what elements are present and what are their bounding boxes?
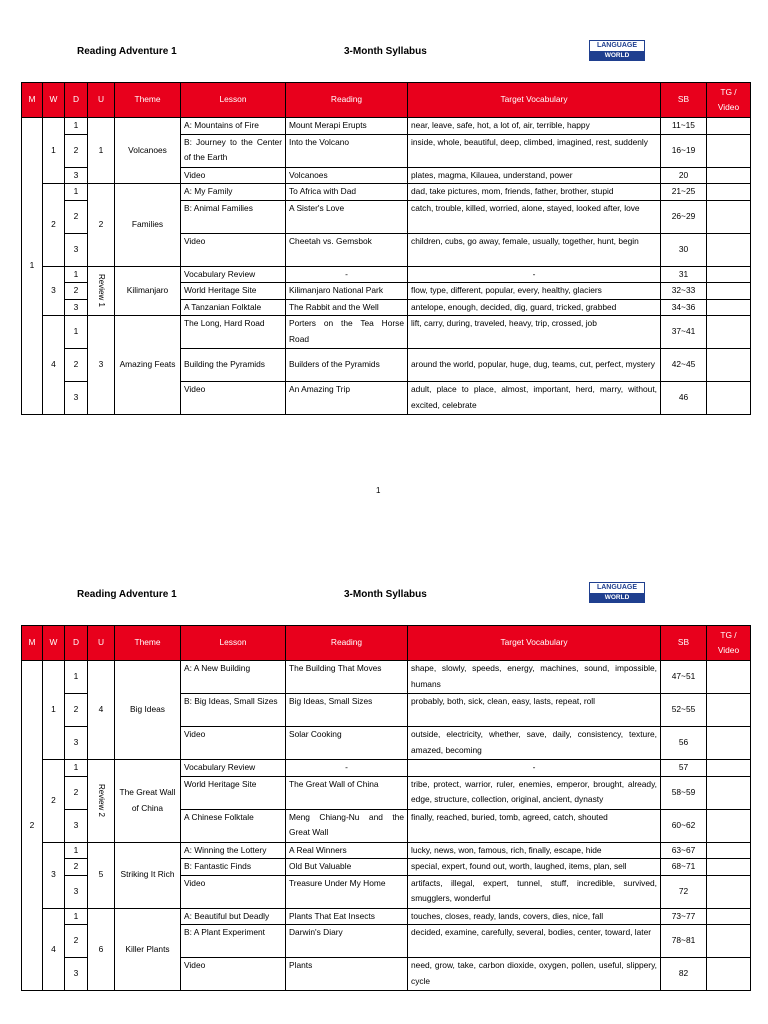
table-header-row xyxy=(22,83,751,118)
vocab-cell: finally, reached, buried, tomb, agreed, catch, shouted xyxy=(408,809,661,842)
tg-video-cell xyxy=(707,760,751,777)
reading-cell: Builders of the Pyramids xyxy=(286,349,408,382)
col-header-w: W xyxy=(43,83,65,118)
table-row xyxy=(22,908,751,925)
sb-cell: 26~29 xyxy=(661,200,707,233)
vocab-cell: dad, take pictures, mom, friends, father, brother, stupid xyxy=(408,184,661,201)
vocab-cell: decided, examine, carefully, several, bodies, center, toward, later xyxy=(408,925,661,958)
reading-cell: Volcanoes xyxy=(286,167,408,184)
day-cell: 2 xyxy=(65,200,88,233)
sb-cell: 30 xyxy=(661,233,707,266)
language-world-logo: LANGUAGE WORLD xyxy=(589,582,645,603)
reading-cell: Plants xyxy=(286,958,408,991)
syllabus-table-month-2 xyxy=(21,625,751,991)
table-row xyxy=(22,184,751,201)
vocab-cell: shape, slowly, speeds, energy, machines, sound, impossible, humans xyxy=(408,661,661,694)
lesson-cell: Vocabulary Review xyxy=(181,760,286,777)
col-header-sb: SB xyxy=(661,83,707,118)
lesson-cell: B: Big Ideas, Small Sizes xyxy=(181,694,286,727)
sb-cell: 57 xyxy=(661,760,707,777)
day-cell: 1 xyxy=(65,842,88,859)
col-header-lesson: Lesson xyxy=(181,83,286,118)
col-header-u: U xyxy=(88,626,115,661)
reading-cell: The Rabbit and the Well xyxy=(286,299,408,316)
unit-cell: 5 xyxy=(88,842,115,908)
day-cell: 1 xyxy=(65,266,88,283)
tg-video-cell xyxy=(707,776,751,809)
week-cell: 3 xyxy=(43,266,65,316)
month-cell: 2 xyxy=(22,661,43,991)
doc-title: Reading Adventure 1 xyxy=(77,46,177,57)
tg-video-cell xyxy=(707,842,751,859)
week-cell: 1 xyxy=(43,118,65,184)
tg-video-cell xyxy=(707,283,751,300)
day-cell: 1 xyxy=(65,908,88,925)
lesson-cell: A: Winning the Lottery xyxy=(181,842,286,859)
day-cell: 3 xyxy=(65,382,88,415)
tg-video-cell xyxy=(707,233,751,266)
lesson-cell: Video xyxy=(181,958,286,991)
week-cell: 4 xyxy=(43,316,65,415)
vocab-cell: probably, both, sick, clean, easy, lasts, repeat, roll xyxy=(408,694,661,727)
syllabus-title: 3-Month Syllabus xyxy=(344,589,427,600)
week-cell: 3 xyxy=(43,842,65,908)
sb-cell: 63~67 xyxy=(661,842,707,859)
day-cell: 3 xyxy=(65,809,88,842)
lesson-cell: A Tanzanian Folktale xyxy=(181,299,286,316)
day-cell: 3 xyxy=(65,299,88,316)
sb-cell: 31 xyxy=(661,266,707,283)
table-row xyxy=(22,266,751,283)
tg-video-cell xyxy=(707,809,751,842)
col-header-d: D xyxy=(65,83,88,118)
week-cell: 1 xyxy=(43,661,65,760)
vocab-cell: lucky, news, won, famous, rich, finally, escape, hide xyxy=(408,842,661,859)
day-cell: 2 xyxy=(65,283,88,300)
day-cell: 3 xyxy=(65,727,88,760)
week-cell: 2 xyxy=(43,184,65,267)
reading-cell: The Building That Moves xyxy=(286,661,408,694)
reading-cell: - xyxy=(286,760,408,777)
reading-cell: Kilimanjaro National Park xyxy=(286,283,408,300)
sb-cell: 73~77 xyxy=(661,908,707,925)
day-cell: 2 xyxy=(65,859,88,876)
table-row xyxy=(22,842,751,859)
page-number: 1 xyxy=(376,486,381,495)
lesson-cell: A: My Family xyxy=(181,184,286,201)
theme-cell: Volcanoes xyxy=(115,118,181,184)
lesson-cell: Video xyxy=(181,727,286,760)
sb-cell: 32~33 xyxy=(661,283,707,300)
reading-cell: Meng Chiang-Nu and the Great Wall xyxy=(286,809,408,842)
col-header-u: U xyxy=(88,83,115,118)
tg-video-cell xyxy=(707,694,751,727)
month-cell: 1 xyxy=(22,118,43,415)
syllabus-title: 3-Month Syllabus xyxy=(344,46,427,57)
vocab-cell: special, expert, found out, worth, laughed, items, plan, sell xyxy=(408,859,661,876)
reading-cell: Plants That Eat Insects xyxy=(286,908,408,925)
theme-cell: Amazing Feats xyxy=(115,316,181,415)
lesson-cell: A: A New Building xyxy=(181,661,286,694)
reading-cell: A Real Winners xyxy=(286,842,408,859)
table-row xyxy=(22,118,751,135)
sb-cell: 34~36 xyxy=(661,299,707,316)
reading-cell: Into the Volcano xyxy=(286,134,408,167)
lesson-cell: Video xyxy=(181,233,286,266)
vocab-cell: - xyxy=(408,266,661,283)
day-cell: 3 xyxy=(65,167,88,184)
sb-cell: 11~15 xyxy=(661,118,707,135)
theme-cell: Striking It Rich xyxy=(115,842,181,908)
day-cell: 3 xyxy=(65,875,88,908)
col-header-theme: Theme xyxy=(115,626,181,661)
day-cell: 3 xyxy=(65,958,88,991)
sb-cell: 47~51 xyxy=(661,661,707,694)
sb-cell: 20 xyxy=(661,167,707,184)
reading-cell: Solar Cooking xyxy=(286,727,408,760)
sb-cell: 78~81 xyxy=(661,925,707,958)
vocab-cell: around the world, popular, huge, dug, teams, cut, perfect, mystery xyxy=(408,349,661,382)
unit-cell: 1 xyxy=(88,118,115,184)
col-header-sb: SB xyxy=(661,626,707,661)
lesson-cell: Video xyxy=(181,875,286,908)
lesson-cell: Video xyxy=(181,382,286,415)
col-header-target-vocabulary: Target Vocabulary xyxy=(408,83,661,118)
vocab-cell: children, cubs, go away, female, usually, together, hunt, begin xyxy=(408,233,661,266)
reading-cell: A Sister's Love xyxy=(286,200,408,233)
unit-cell-review: Review 2 xyxy=(88,760,115,843)
col-header-d: D xyxy=(65,626,88,661)
unit-cell-review: Review 1 xyxy=(88,266,115,316)
lesson-cell: Building the Pyramids xyxy=(181,349,286,382)
unit-cell: 3 xyxy=(88,316,115,415)
col-header-tg-video: TG / Video xyxy=(707,83,751,118)
reading-cell: To Africa with Dad xyxy=(286,184,408,201)
lesson-cell: B: A Plant Experiment xyxy=(181,925,286,958)
reading-cell: An Amazing Trip xyxy=(286,382,408,415)
lesson-cell: B: Animal Families xyxy=(181,200,286,233)
vocab-cell: tribe, protect, warrior, ruler, enemies, emperor, brought, already, edge, structure, collection, original, ancient, dynasty xyxy=(408,776,661,809)
tg-video-cell xyxy=(707,925,751,958)
reading-cell: Porters on the Tea Horse Road xyxy=(286,316,408,349)
col-header-tg-video: TG / Video xyxy=(707,626,751,661)
day-cell: 1 xyxy=(65,184,88,201)
tg-video-cell xyxy=(707,184,751,201)
unit-cell: 4 xyxy=(88,661,115,760)
col-header-m: M xyxy=(22,626,43,661)
theme-cell: The Great Wall of China xyxy=(115,760,181,843)
sb-cell: 56 xyxy=(661,727,707,760)
table-row xyxy=(22,760,751,777)
vocab-cell: outside, electricity, whether, save, daily, consistency, texture, amazed, becoming xyxy=(408,727,661,760)
col-header-target-vocabulary: Target Vocabulary xyxy=(408,626,661,661)
tg-video-cell xyxy=(707,299,751,316)
vocab-cell: need, grow, take, carbon dioxide, oxygen, pollen, useful, slippery, cycle xyxy=(408,958,661,991)
day-cell: 2 xyxy=(65,776,88,809)
reading-cell: Big Ideas, Small Sizes xyxy=(286,694,408,727)
col-header-theme: Theme xyxy=(115,83,181,118)
lesson-cell: A: Mountains of Fire xyxy=(181,118,286,135)
sb-cell: 68~71 xyxy=(661,859,707,876)
sb-cell: 16~19 xyxy=(661,134,707,167)
col-header-lesson: Lesson xyxy=(181,626,286,661)
week-cell: 4 xyxy=(43,908,65,991)
week-cell: 2 xyxy=(43,760,65,843)
vocab-cell: touches, closes, ready, lands, covers, dies, nice, fall xyxy=(408,908,661,925)
lesson-cell: A Chinese Folktale xyxy=(181,809,286,842)
tg-video-cell xyxy=(707,266,751,283)
theme-cell: Big Ideas xyxy=(115,661,181,760)
lesson-cell: B: Journey to the Center of the Earth xyxy=(181,134,286,167)
tg-video-cell xyxy=(707,349,751,382)
day-cell: 2 xyxy=(65,694,88,727)
day-cell: 2 xyxy=(65,925,88,958)
tg-video-cell xyxy=(707,200,751,233)
unit-cell: 6 xyxy=(88,908,115,991)
sb-cell: 46 xyxy=(661,382,707,415)
lesson-cell: A: Beautiful but Deadly xyxy=(181,908,286,925)
sb-cell: 82 xyxy=(661,958,707,991)
tg-video-cell xyxy=(707,118,751,135)
sb-cell: 21~25 xyxy=(661,184,707,201)
vocab-cell: flow, type, different, popular, every, healthy, glaciers xyxy=(408,283,661,300)
vocab-cell: near, leave, safe, hot, a lot of, air, terrible, happy xyxy=(408,118,661,135)
sb-cell: 52~55 xyxy=(661,694,707,727)
col-header-w: W xyxy=(43,626,65,661)
tg-video-cell xyxy=(707,727,751,760)
tg-video-cell xyxy=(707,958,751,991)
tg-video-cell xyxy=(707,875,751,908)
reading-cell: Treasure Under My Home xyxy=(286,875,408,908)
lesson-cell: The Long, Hard Road xyxy=(181,316,286,349)
day-cell: 1 xyxy=(65,661,88,694)
vocab-cell: lift, carry, during, traveled, heavy, trip, crossed, job xyxy=(408,316,661,349)
day-cell: 1 xyxy=(65,118,88,135)
reading-cell: Old But Valuable xyxy=(286,859,408,876)
unit-cell: 2 xyxy=(88,184,115,267)
doc-title: Reading Adventure 1 xyxy=(77,589,177,600)
sb-cell: 60~62 xyxy=(661,809,707,842)
tg-video-cell xyxy=(707,167,751,184)
lesson-cell: Vocabulary Review xyxy=(181,266,286,283)
reading-cell: Darwin's Diary xyxy=(286,925,408,958)
tg-video-cell xyxy=(707,134,751,167)
theme-cell: Killer Plants xyxy=(115,908,181,991)
table-row xyxy=(22,661,751,694)
language-world-logo: LANGUAGE WORLD xyxy=(589,40,645,61)
reading-cell: The Great Wall of China xyxy=(286,776,408,809)
vocab-cell: adult, place to place, almost, important, herd, marry, without, excited, celebrate xyxy=(408,382,661,415)
lesson-cell: B: Fantastic Finds xyxy=(181,859,286,876)
vocab-cell: artifacts, illegal, expert, tunnel, stuff, incredible, survived, smugglers, wonderful xyxy=(408,875,661,908)
lesson-cell: Video xyxy=(181,167,286,184)
sb-cell: 58~59 xyxy=(661,776,707,809)
tg-video-cell xyxy=(707,661,751,694)
tg-video-cell xyxy=(707,908,751,925)
lesson-cell: World Heritage Site xyxy=(181,776,286,809)
tg-video-cell xyxy=(707,382,751,415)
theme-cell: Families xyxy=(115,184,181,267)
day-cell: 2 xyxy=(65,134,88,167)
lesson-cell: World Heritage Site xyxy=(181,283,286,300)
table-row xyxy=(22,316,751,349)
vocab-cell: plates, magma, Kilauea, understand, power xyxy=(408,167,661,184)
day-cell: 2 xyxy=(65,349,88,382)
col-header-reading: Reading xyxy=(286,83,408,118)
syllabus-table-month-1 xyxy=(21,82,751,415)
vocab-cell: antelope, enough, decided, dig, guard, tricked, grabbed xyxy=(408,299,661,316)
vocab-cell: inside, whole, beautiful, deep, climbed, imagined, rest, suddenly xyxy=(408,134,661,167)
sb-cell: 37~41 xyxy=(661,316,707,349)
day-cell: 3 xyxy=(65,233,88,266)
tg-video-cell xyxy=(707,316,751,349)
reading-cell: Mount Merapi Erupts xyxy=(286,118,408,135)
sb-cell: 42~45 xyxy=(661,349,707,382)
vocab-cell: catch, trouble, killed, worried, alone, stayed, looked after, love xyxy=(408,200,661,233)
sb-cell: 72 xyxy=(661,875,707,908)
col-header-m: M xyxy=(22,83,43,118)
reading-cell: Cheetah vs. Gemsbok xyxy=(286,233,408,266)
day-cell: 1 xyxy=(65,316,88,349)
vocab-cell: - xyxy=(408,760,661,777)
day-cell: 1 xyxy=(65,760,88,777)
theme-cell: Kilimanjaro xyxy=(115,266,181,316)
table-header-row xyxy=(22,626,751,661)
col-header-reading: Reading xyxy=(286,626,408,661)
tg-video-cell xyxy=(707,859,751,876)
reading-cell: - xyxy=(286,266,408,283)
